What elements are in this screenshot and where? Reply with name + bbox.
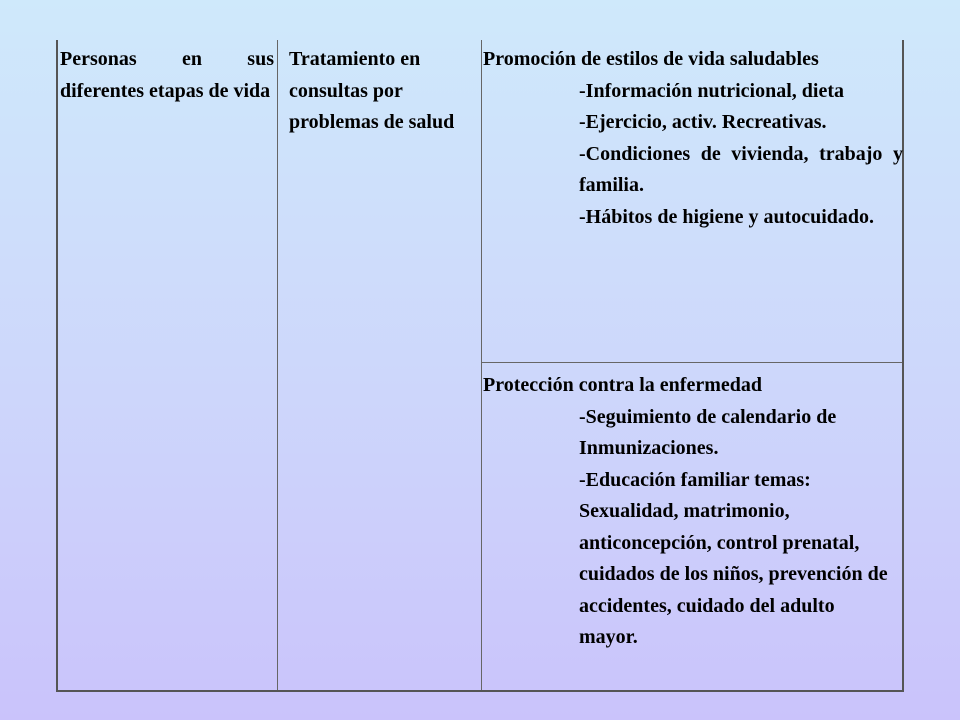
promocion-item: -Información nutricional, dieta [579, 79, 844, 102]
cell-proteccion [483, 370, 903, 654]
table-frame [56, 40, 904, 692]
promocion-item: -Ejercicio, activ. Recreativas. [579, 111, 827, 133]
column-divider-2 [481, 40, 482, 690]
promocion-heading: Promoción de estilos de vida saludables [483, 48, 819, 70]
proteccion-item: -Seguimiento de calendario de Inmunizaciones. [579, 405, 837, 459]
promocion-item: -Condiciones de vivienda, trabajo y familia. [579, 142, 903, 196]
cell-personas: Personas en sus diferentes etapas de vida [60, 48, 274, 102]
row-divider [482, 362, 902, 363]
cell-promocion [483, 44, 903, 233]
column-divider-1 [277, 40, 278, 690]
promocion-item: -Hábitos de higiene y autocuidado. [579, 205, 875, 228]
proteccion-heading: Protección contra la enfermedad [483, 374, 762, 396]
cell-tratamiento: Tratamiento en consultas por problemas de salud [289, 48, 455, 133]
proteccion-item: -Educación familiar temas: Sexualidad, matrimonio, anticoncepción, control prenatal, cuidados de los niños, prevención de accidentes, cuidado del adulto mayor. [579, 468, 888, 648]
